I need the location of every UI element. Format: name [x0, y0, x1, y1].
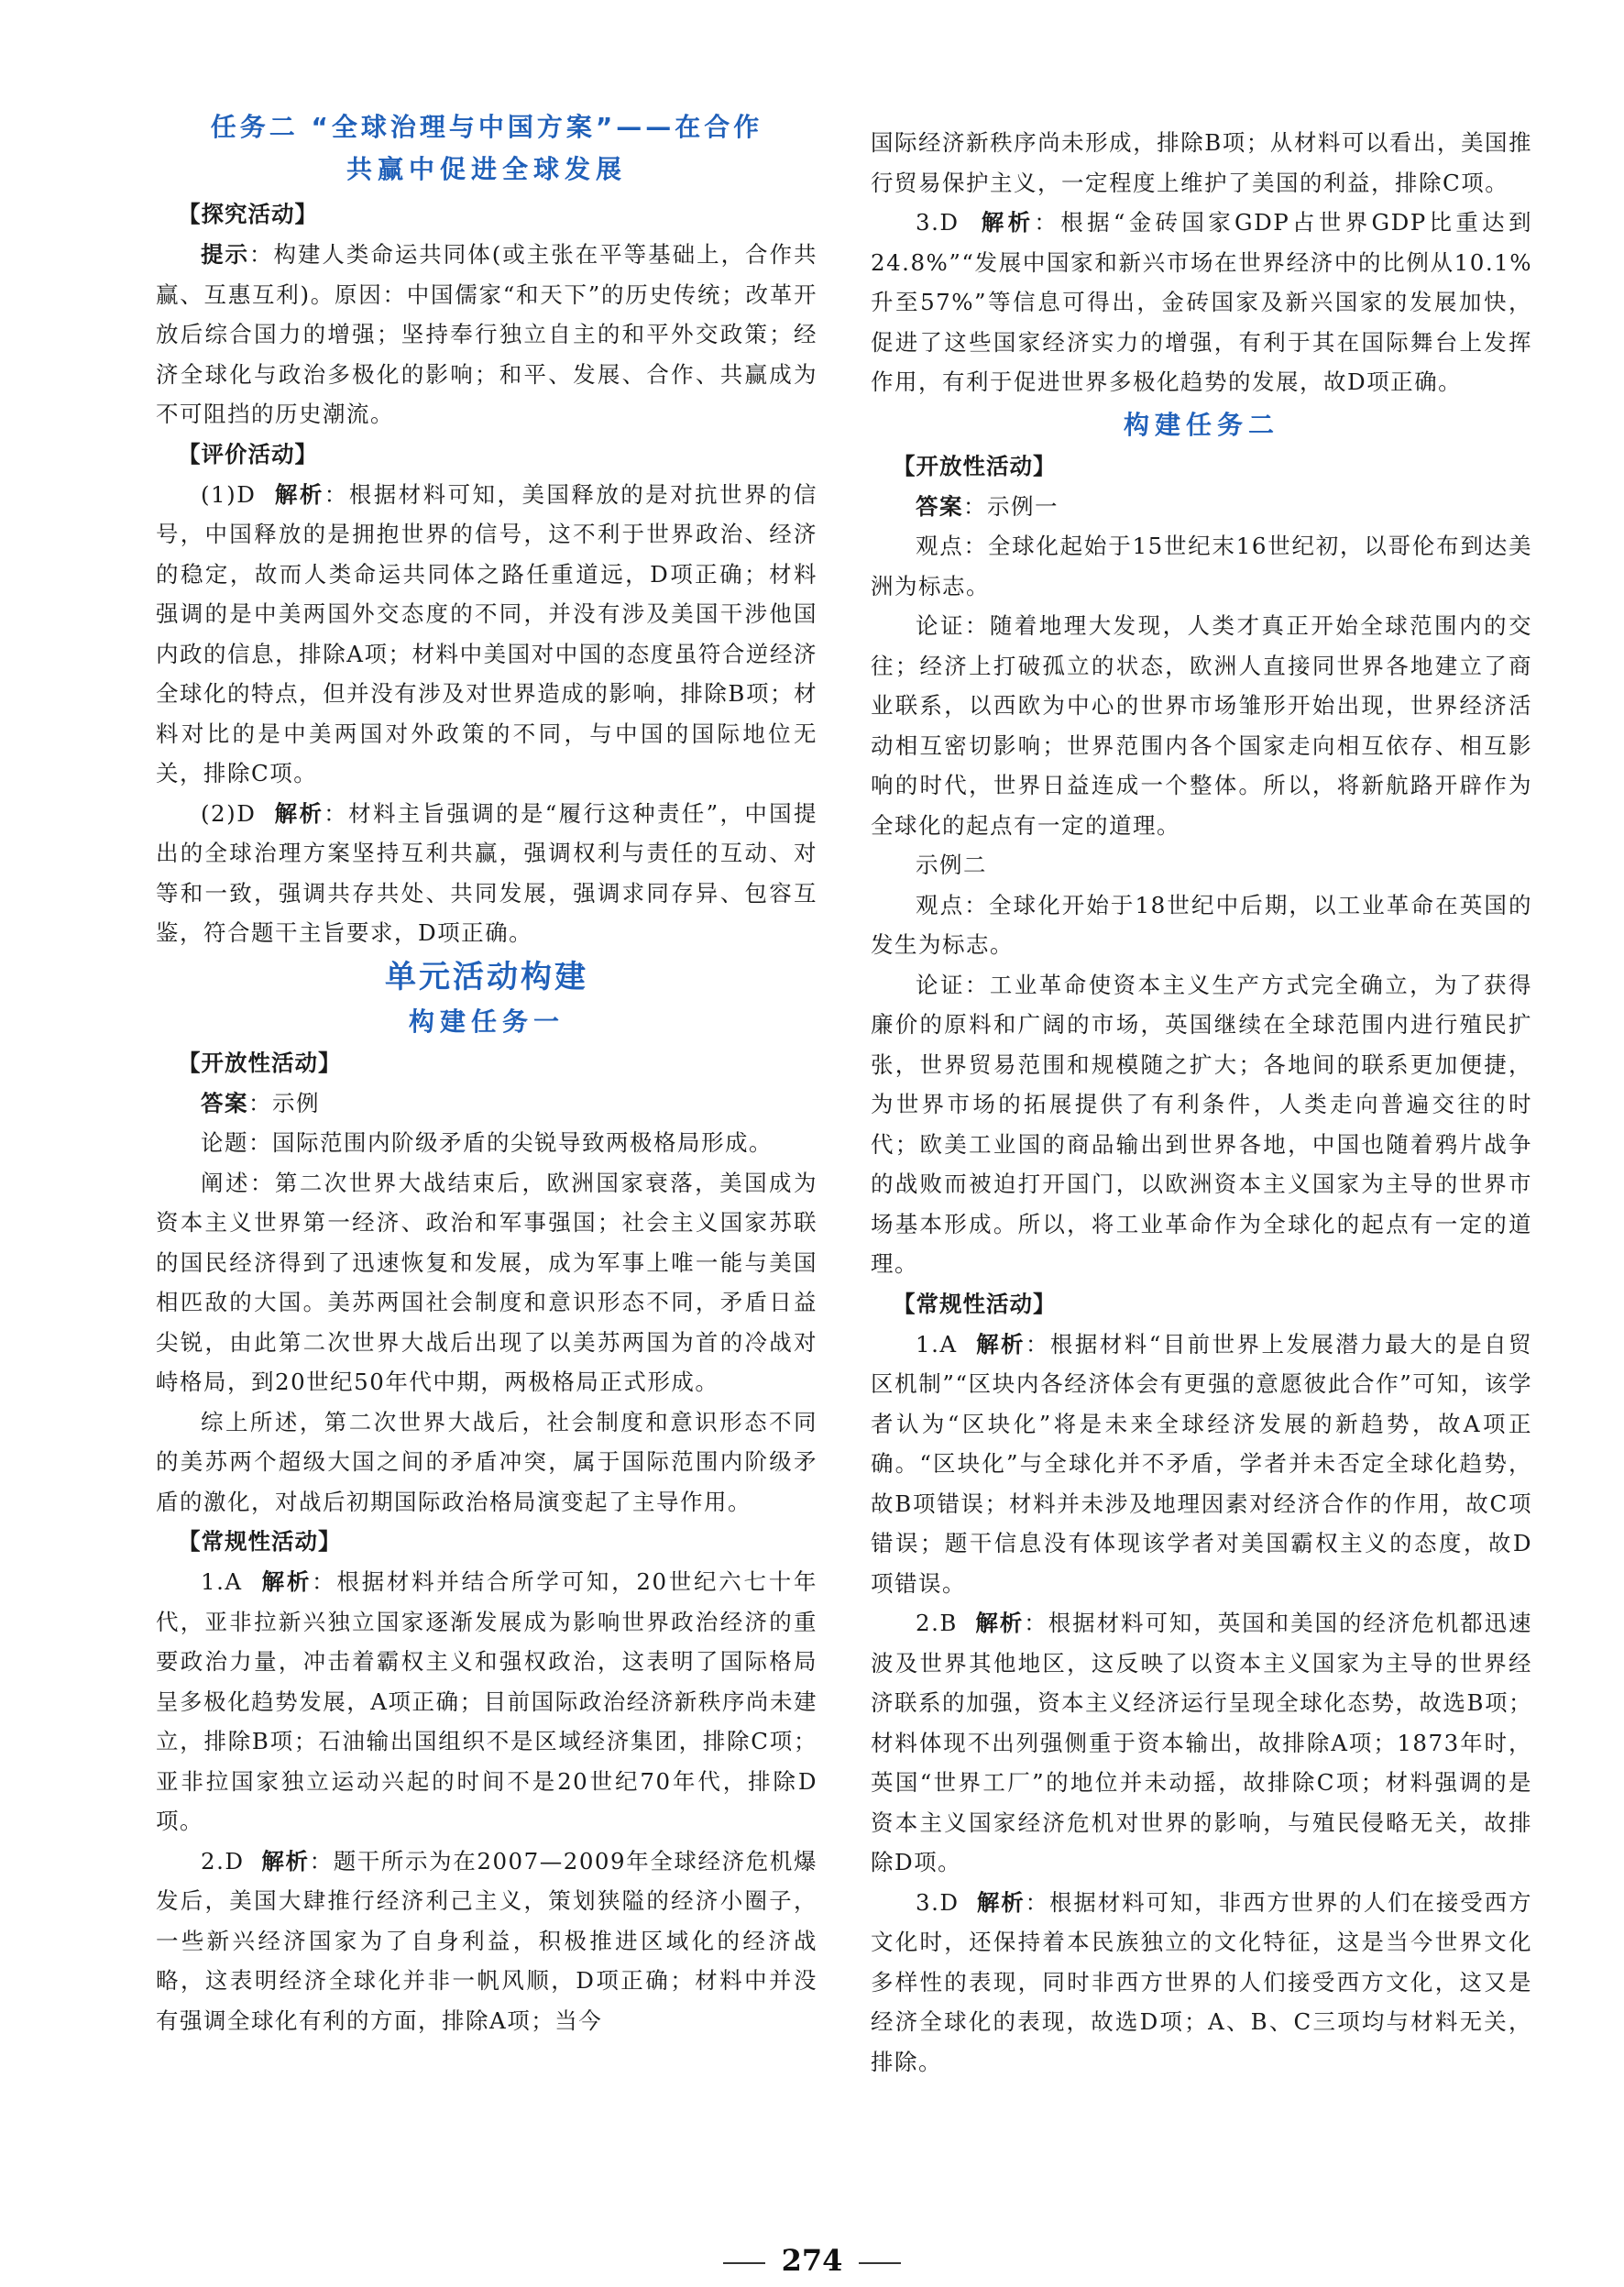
argument-1-paragraph: 论证：随着地理大发现，人类才真正开始全球范围内的交往；经济上打破孤立的状态，欧洲人直接同世界各地建立了商业联系，以西欧为中心的世界市场雏形开始出现，世界经济活动相互密切影响；世界范围内各个国家走向相互依存、相互影响的时代，世界日益连成一个整体。所以，将新航路开辟作为全球化的起点有一定的道理。: [871, 612, 1532, 839]
analysis-label: 解析: [976, 1888, 1026, 1916]
regular-answer-2-continued: 国际经济新秩序尚未形成，排除B项；从材料可以看出，美国推行贸易保护主义，一定程度上维护了美国的利益，排除C项。: [871, 129, 1532, 196]
answer-number: (1)D: [201, 480, 257, 508]
view-2-paragraph: 观点：全球化开始于18世纪中后期，以工业革命在英国的发生为标志。: [871, 891, 1532, 958]
hint-label: 提示: [201, 241, 249, 268]
answer-number: 2.B: [916, 1610, 958, 1636]
answer-label: 答案: [916, 492, 963, 520]
regular2-answer-2: [871, 1603, 1532, 1883]
regular-answer-1: [156, 1562, 817, 1842]
regular-activity-heading-2: 【常规性活动】: [893, 1290, 1057, 1317]
answer-body: ：根据材料可知，英国和美国的经济危机都迅速波及世界其他地区，这反映了以资本主义国家为主导的世界经济联系的加强，资本主义经济运行呈现全球化态势，故选B项；材料体现不出列强侧重于资本输出，故排除A项；1873年时，英国“世界工厂”的地位并未动摇，故排除C项；材料强调的是资本主义国家经济危机对世界的影响，与殖民侵略无关，故排除D项。: [871, 1610, 1533, 1875]
regular2-answer-3: [871, 1883, 1532, 2083]
answer-body: ：题干所示为在2007—2009年全球经济危机爆发后，美国大肆推行经济利己主义，策划狭隘的经济小圈子，一些新兴经济国家为了自身利益，积极推进区域化的经济战略，这表明经济全球化并非一帆风顺，D项正确；材料中并没有强调全球化有利的方面，排除A项；当今: [156, 1847, 818, 2034]
answer-body: ：根据材料可知，美国释放的是对抗世界的信号，中国释放的是拥抱世界的信号，这不利于世界政治、经济的稳定，故而人类命运共同体之路任重道远，D项正确；材料强调的是中美两国外交态度的不同，并没有涉及美国干涉他国内政的信息，排除A项；材料中美国对中国的态度虽符合逆经济全球化的特点，但并没有涉及对世界造成的影响，排除B项；材料对比的是中美两国对外政策的不同，与中国的国际地位无关，排除C项。: [156, 480, 818, 786]
analysis-label: 解析: [976, 1330, 1026, 1358]
answer-body: ：根据“金砖国家GDP占世界GDP比重达到24.8%”“发展中国家和新兴市场在世界经济中的比例从10.1%升至57%”等信息可得出，金砖国家及新兴国家的发展加快，促进了这些国家经济实力的增强，有利于其在国际舞台上发挥作用，有利于促进世界多极化趋势的发展，故D项正确。: [871, 209, 1533, 395]
build-task-2-title: 构建任务二: [1123, 409, 1279, 440]
regular-activity-heading: 【常规性活动】: [178, 1528, 342, 1555]
analysis-label: 解析: [261, 1847, 310, 1875]
thesis-paragraph: 论题：国际范围内阶级矛盾的尖锐导致两极格局形成。: [201, 1129, 773, 1156]
analysis-label: 解析: [274, 799, 324, 827]
answer-number: 1.A: [201, 1568, 243, 1595]
page-number-value: 274: [781, 2243, 843, 2278]
evaluate-activity-heading: 【评价活动】: [178, 440, 318, 467]
analysis-label: 解析: [981, 209, 1035, 236]
answer-number: 3.D: [916, 209, 960, 236]
answer-body: ：根据材料“目前世界上发展潜力最大的是自贸区机制”“区块内各经济体会有更强的意愿彼此合作”可知，该学者认为“区块化”将是未来全球经济发展的新趋势，故A项正确。“区块化”与全球化并不矛盾，学者并未否定全球化趋势，故B项错误；材料并未涉及地理因素对经济合作的作用，故C项错误；题干信息没有体现该学者对美国霸权主义的态度，故D项错误。: [871, 1330, 1533, 1597]
unit-activity-title: 单元活动构建: [385, 958, 588, 995]
answer-number: (2)D: [201, 799, 257, 827]
view-1-paragraph: 观点：全球化起始于15世纪末16世纪初，以哥伦布到达美洲为标志。: [871, 533, 1532, 599]
analysis-label: 解析: [274, 480, 324, 508]
open-activity-heading-2: 【开放性活动】: [893, 452, 1057, 479]
explore-activity-heading: 【探究活动】: [178, 201, 318, 227]
answer-body: ：根据材料可知，非西方世界的人们在接受西方文化时，还保持着本民族独立的文化特征，这是当今世界文化多样性的表现，同时非西方世界的人们接受西方文化，这又是经济全球化的表现，故选D项；A、B、C三项均与材料无关，排除。: [871, 1888, 1533, 2075]
answer-number: 3.D: [916, 1888, 960, 1916]
answer-line: [156, 1083, 817, 1124]
regular2-answer-1: [871, 1325, 1532, 1604]
task2-title-line2: 共赢中促进全球发展: [346, 154, 627, 184]
explore-body: ：构建人类命运共同体(或主张在平等基础上，合作共赢、互惠互利)。原因：中国儒家“和天下”的历史传统；改革开放后综合国力的增强；坚持奉行独立自主的和平外交政策；经济全球化与政治多极化的影响；和平、发展、合作、共赢成为不可阻挡的历史潮流。: [156, 241, 818, 427]
summary-paragraph: 综上所述，第二次世界大战后，社会制度和意识形态不同的美苏两个超级大国之间的矛盾冲突，属于国际范围内阶级矛盾的激化，对战后初期国际政治格局演变起了主导作用。: [156, 1408, 817, 1515]
page-number: [0, 2243, 1624, 2278]
analysis-label: 解析: [261, 1568, 313, 1595]
right-column: [871, 0, 1532, 2082]
answer-label: 答案: [201, 1089, 248, 1116]
answer-value: ：示例一: [963, 492, 1059, 520]
answer-number: 2.D: [201, 1847, 245, 1875]
answer-line-2: [871, 487, 1532, 527]
page-number-dash-right: [859, 2262, 901, 2264]
answer-body: ：根据材料并结合所学可知，20世纪六七十年代，亚非拉新兴独立国家逐渐发展成为影响世界政治经济的重要政治力量，冲击着霸权主义和强权政治，这表明了国际格局呈多极化趋势发展，A项正确；目前国际政治经济新秩序尚未建立，排除B项；石油输出国组织不是区域经济集团，排除C项；亚非拉国家独立运动兴起的时间不是20世纪70年代，排除D项。: [156, 1568, 818, 1834]
regular-answer-2: [156, 1842, 817, 2041]
left-column: [156, 0, 817, 2040]
argument-2-paragraph: 论证：工业革命使资本主义生产方式完全确立，为了获得廉价的原料和广阔的市场，英国继续在全球范围内进行殖民扩张，世界贸易范围和规模随之扩大；各地间的联系更加便捷，为世界市场的拓展提供了有利条件，人类走向普遍交往的时代；欧美工业国的商品输出到世界各地，中国也随着鸦片战争的战败而被迫打开国门，以欧洲资本主义国家为主导的世界市场基本形成。所以，将工业革命作为全球化的起点有一定的道理。: [871, 971, 1532, 1277]
explain-paragraph: 阐述：第二次世界大战结束后，欧洲国家衰落，美国成为资本主义世界第一经济、政治和军事强国；社会主义国家苏联的国民经济得到了迅速恢复和发展，成为军事上唯一能与美国相匹敌的大国。美苏两国社会制度和意识形态不同，矛盾日益尖锐，由此第二次世界大战后出现了以美苏两国为首的冷战对峙格局，到20世纪50年代中期，两极格局正式形成。: [156, 1169, 817, 1395]
answer-body: ：材料主旨强调的是“履行这种责任”，中国提出的全球治理方案坚持互利共赢，强调权利与责任的互动、对等和一致，强调共存共处、共同发展，强调求同存异、包容互鉴，符合题干主旨要求，D项正确。: [156, 799, 817, 946]
task2-title-line1: 任务二 “全球治理与中国方案”——在合作: [210, 112, 763, 142]
evaluate-answer-2: [156, 794, 817, 953]
open-activity-heading: 【开放性活动】: [178, 1049, 342, 1076]
answer-value: ：示例: [248, 1089, 320, 1116]
answer-number: 1.A: [916, 1330, 958, 1358]
explore-activity-text: [156, 235, 817, 434]
build-task-1-title: 构建任务一: [408, 1006, 565, 1037]
page-number-dash-left: [723, 2262, 765, 2264]
evaluate-answer-1: [156, 475, 817, 794]
analysis-label: 解析: [975, 1610, 1025, 1636]
example-2-label: 示例二: [916, 852, 987, 878]
regular-answer-3: [871, 203, 1532, 402]
